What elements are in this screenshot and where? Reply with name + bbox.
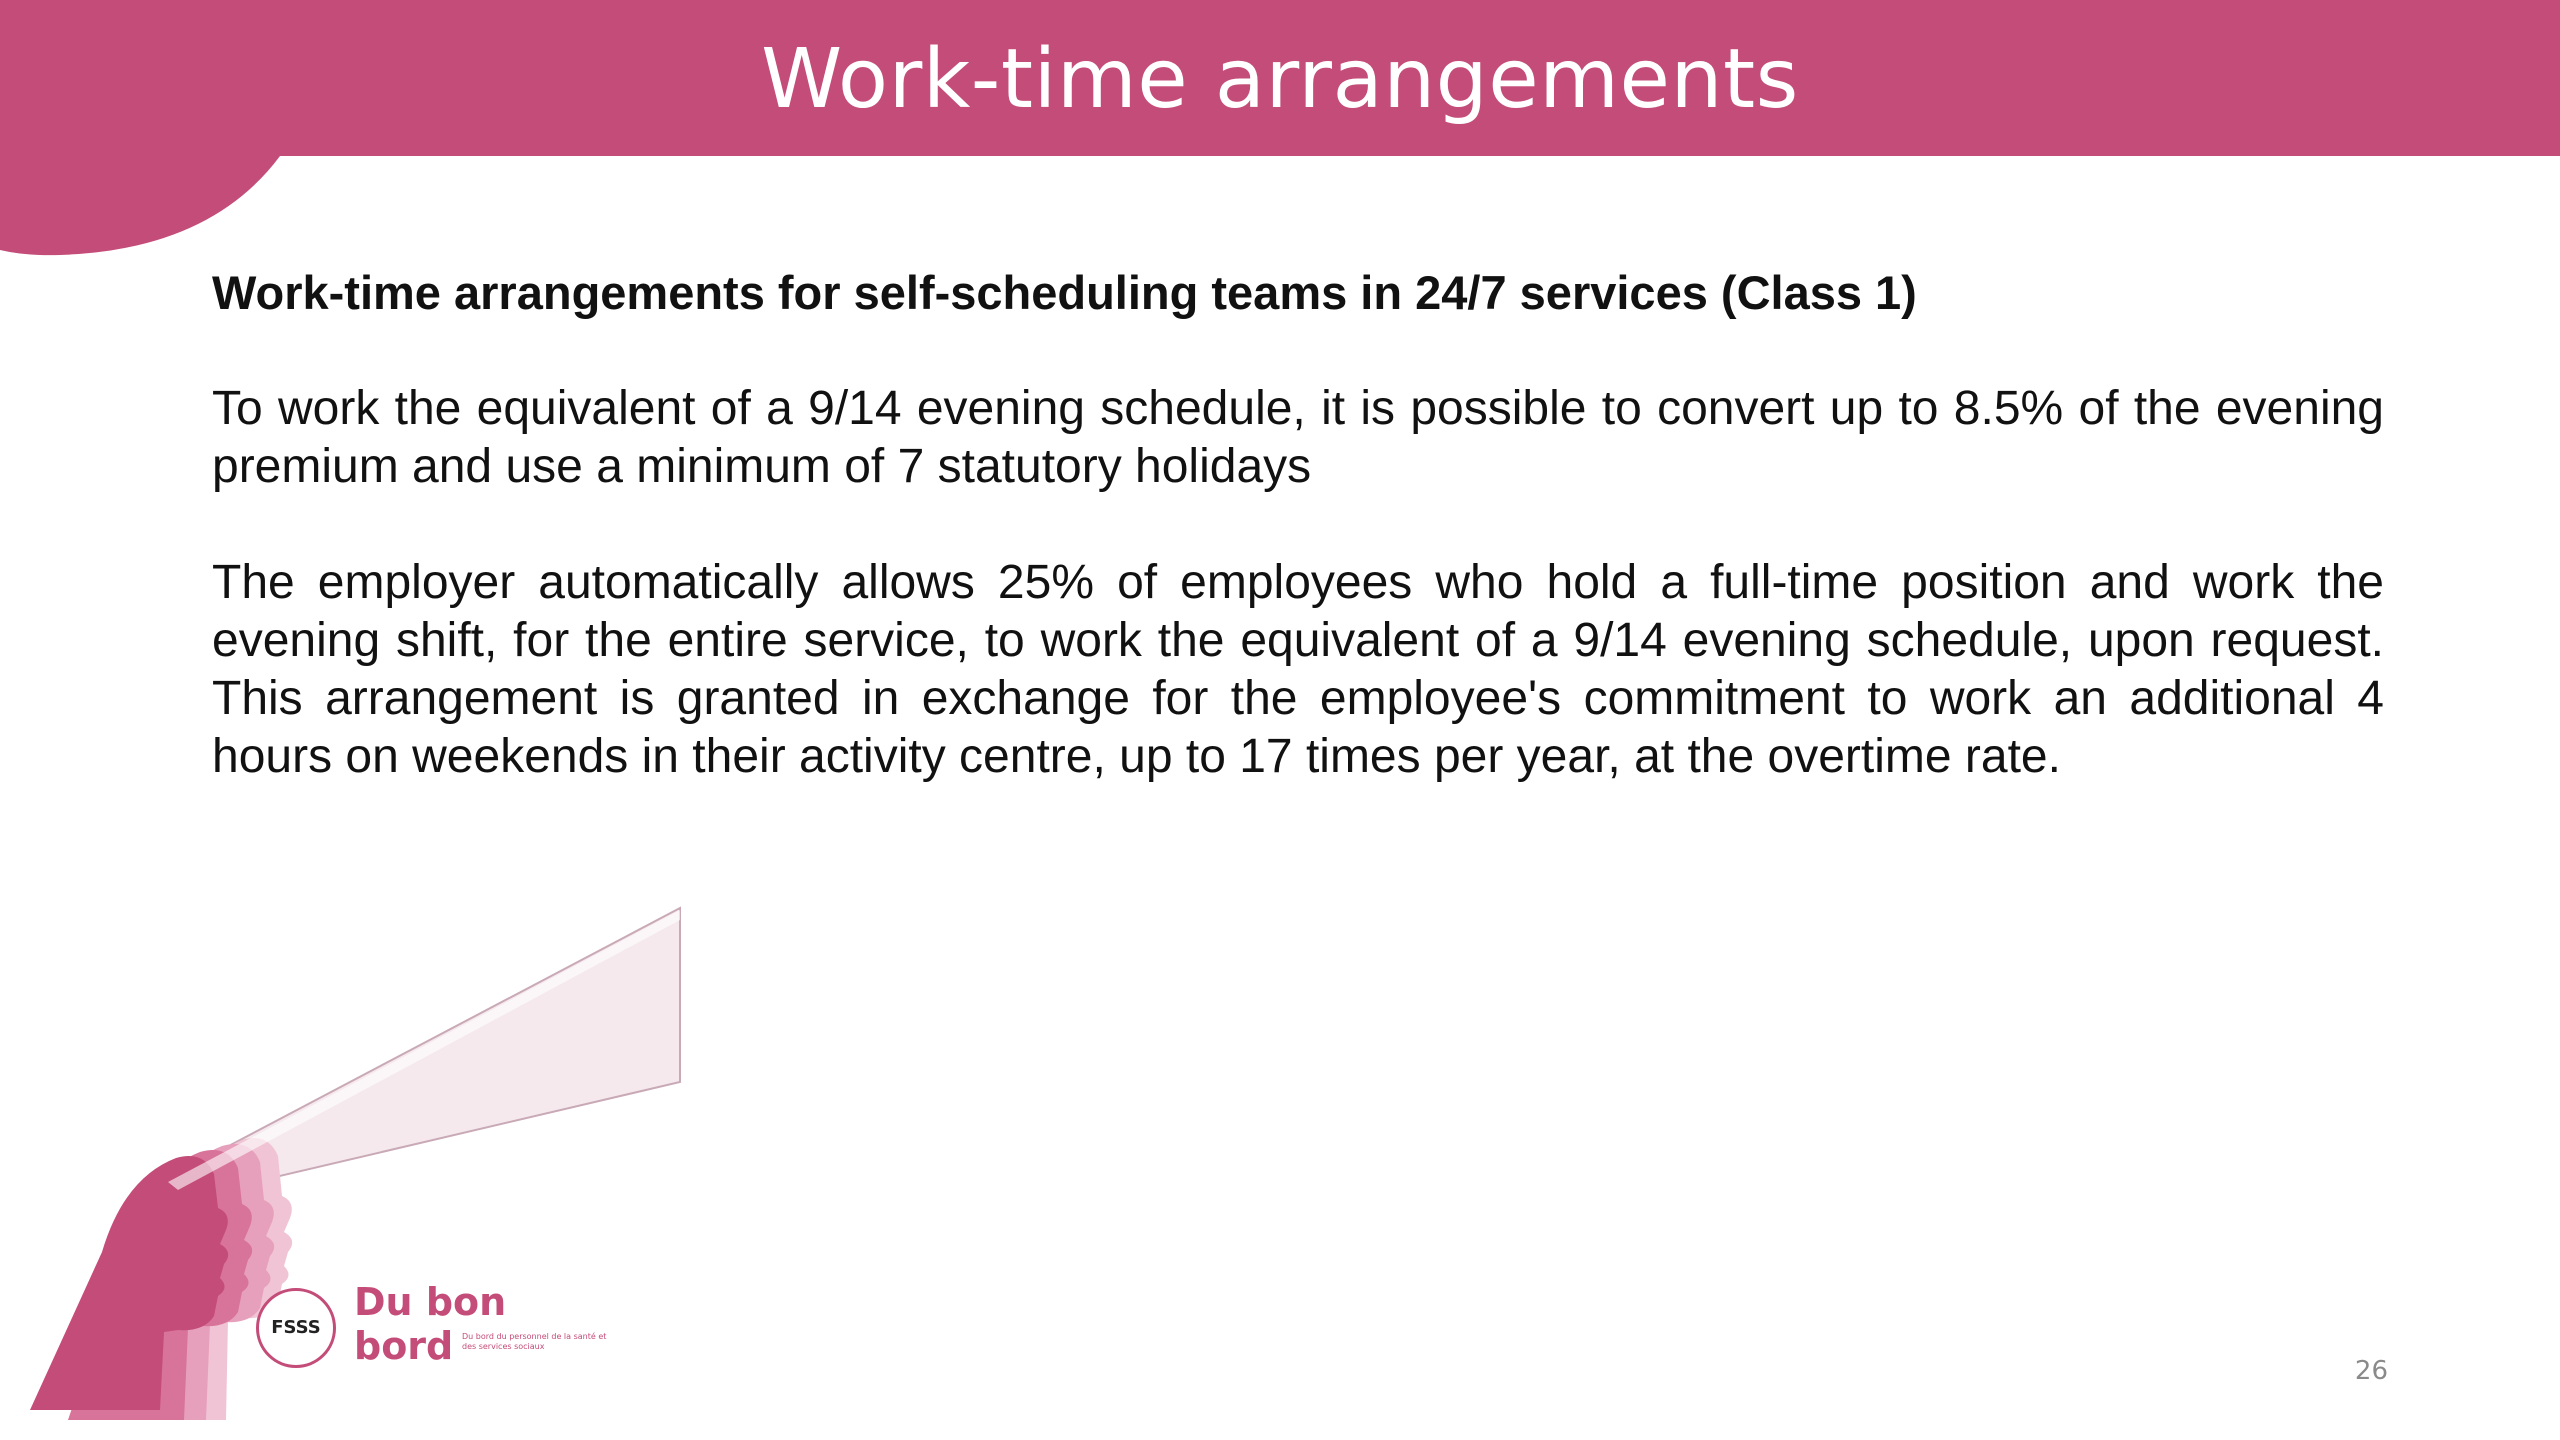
slide-content [212,262,2384,844]
fsss-badge-icon: FSSS [256,1288,336,1368]
logo-line-1: Du bon [354,1280,507,1324]
page-number: 26 [2354,1356,2388,1386]
logo-tagline: Du bord du personnel de la santé et des services sociaux [462,1332,607,1351]
paragraph-2: The employer automatically allows 25% of employees who hold a full-time position and work the evening shift, for the entire service, to work the equivalent of a 9/14 evening schedule, upon request. This arrangement is granted in exchange for the employee's commitment to work an additional 4 hours on weekends in their activity centre, up to 17 times per year, at the overtime rate. [212,556,2384,783]
du-bon-bord-logo [256,1280,616,1380]
paragraph-1: To work the equivalent of a 9/14 evening schedule, it is possible to convert up to 8.5% of the evening premium and use a minimum of 7 statutory holidays [212,382,2384,493]
slide-subtitle: Work-time arrangements for self-scheduling teams in 24/7 services (Class 1) [212,266,1917,319]
slide-title: Work-time arrangements [761,32,1799,127]
logo-line-2: bord [354,1324,454,1368]
